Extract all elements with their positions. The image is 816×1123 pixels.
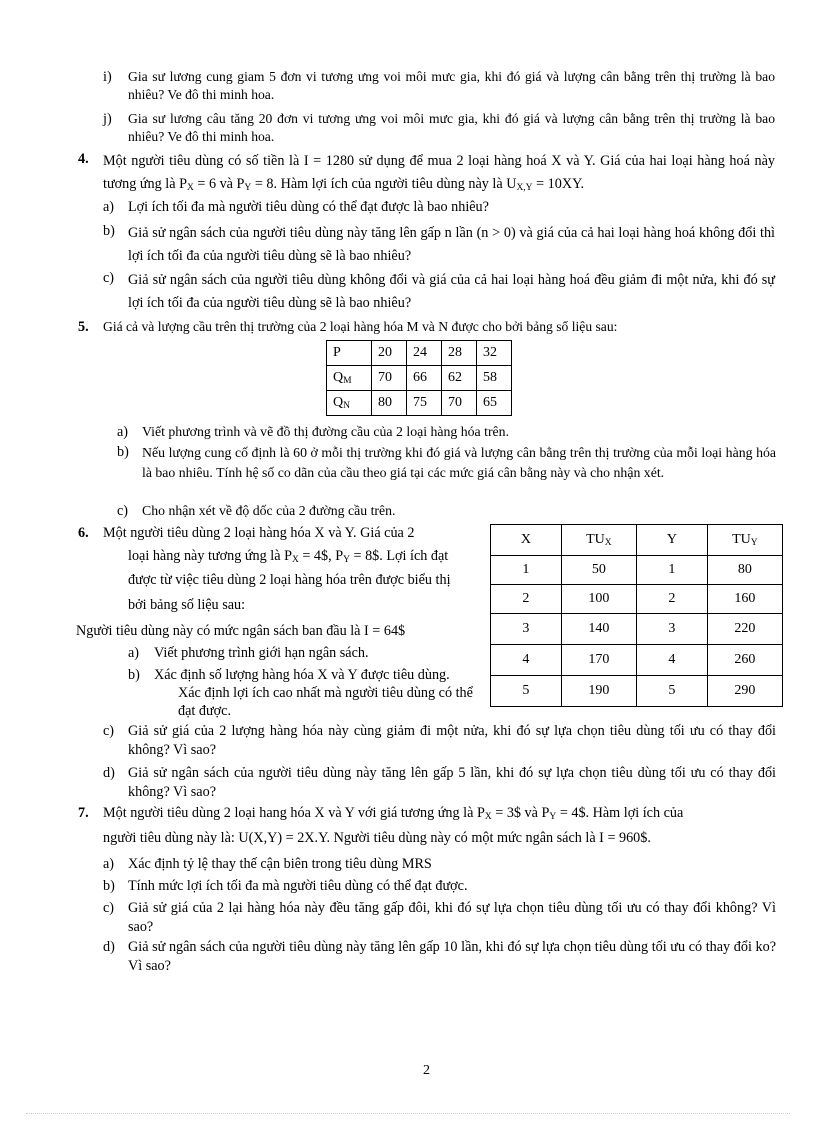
q6-a-text: Viết phương trình giới hạn ngân sách. — [154, 645, 369, 661]
q6-cell: 160 — [707, 585, 782, 614]
q5-cell: 20 — [372, 341, 407, 366]
q7-c-text: Giả sử giá của 2 lại hàng hóa này đều tăng gấp đôi, khi đó sự lựa chọn tiêu dùng tối ưu có thay đổi không? Vì sao? — [128, 900, 776, 935]
q6-b-label: b) — [128, 667, 140, 683]
q5-cell: 70 — [372, 366, 407, 391]
q6-b-text-3: đạt được. — [178, 703, 232, 719]
q6-number: 6. — [78, 525, 89, 541]
q3-i-text: Gia sư lương cung giam 5 đơn vi tương ưng voi môi mưc gia, khi đó giá và lượng cân bằng trên thị trường là bao nhiêu? Ve đô thi minh hoa. — [128, 69, 775, 103]
q6-cell: 4 — [491, 645, 562, 676]
q3-i-label: i) — [103, 69, 112, 85]
q6-line-5: Người tiêu dùng này có mức ngân sách ban đầu là I = 64$ — [76, 623, 406, 639]
q6-line-4: bởi bảng số liệu sau: — [128, 597, 246, 613]
q6-header-x: X — [491, 525, 562, 556]
q6-utility-table — [490, 524, 783, 707]
q5-cell: $Q_N$ — [327, 391, 372, 416]
q3-j-label: j) — [103, 111, 112, 127]
q6-header-y: Y — [636, 525, 707, 556]
q6-b-text-2: Xác định lợi ích cao nhất mà người tiêu dùng có thể — [178, 685, 473, 701]
q5-c-label: c) — [117, 503, 129, 519]
q6-cell: 2 — [636, 585, 707, 614]
q6-cell: 2 — [491, 585, 562, 614]
q6-cell: 190 — [561, 676, 636, 707]
q4-c-text: Giả sử ngân sách của người tiêu dùng không đổi và giá của cả hai loại hàng hoá đều giảm đi một nửa, khi đó sự lợi ích tối đa của người tiêu dùng sẽ là bao nhiêu? — [128, 272, 775, 311]
q5-cell: 75 — [407, 391, 442, 416]
q6-line-3: được từ việc tiêu dùng 2 loại hàng hóa trên được biểu thị — [128, 572, 451, 588]
q5-cell: 66 — [407, 366, 442, 391]
q6-cell: 80 — [707, 556, 782, 585]
q6-line-1: Một người tiêu dùng 2 loại hàng hóa X và Y. Giá của 2 — [103, 525, 415, 541]
q6-c-label: c) — [103, 723, 115, 739]
q5-a-text: Viết phương trình và vẽ đồ thị đường cầu của 2 loại hàng hóa trên. — [142, 424, 510, 439]
q4-a-text: Lợi ích tối đa mà người tiêu dùng có thể đạt được là bao nhiêu? — [128, 199, 489, 215]
q6-cell: 260 — [707, 645, 782, 676]
q6-header-tux: $TU_X$ — [561, 525, 636, 556]
q5-cell: 62 — [442, 366, 477, 391]
q6-cell: 4 — [636, 645, 707, 676]
q4-number: 4. — [78, 151, 89, 167]
q6-cell: 290 — [707, 676, 782, 707]
q5-cell: 80 — [372, 391, 407, 416]
q6-cell: 3 — [636, 614, 707, 645]
q5-b-text: Nếu lượng cung cố định là 60 ở mỗi thị trường khi đó giá và lượng cân bằng trên thị trường của mỗi loại hàng hóa là bao nhiêu. Tính hệ số co dãn của cầu theo giá tại các mức giá cân bằng này và cho nhận xét. — [142, 445, 776, 480]
q5-cell: 58 — [477, 366, 512, 391]
q5-number: 5. — [78, 319, 89, 335]
q7-d-label: d) — [103, 939, 115, 955]
page-footer-rule — [26, 1113, 790, 1114]
q7-d-text: Giả sử ngân sách của người tiêu dùng này tăng lên gấp 10 lần, khi đó sự lựa chọn tiêu dùng tối ưu có thay đổi ko? Vì sao? — [128, 939, 776, 974]
q7-line-2: người tiêu dùng này là: U(X,Y) = 2X.Y. Người tiêu dùng này có một mức ngân sách là I = 960$. — [103, 830, 651, 846]
q4-c-label: c) — [103, 270, 115, 286]
q5-cell: 32 — [477, 341, 512, 366]
q5-cell: 28 — [442, 341, 477, 366]
q6-cell: 5 — [636, 676, 707, 707]
q5-c-text: Cho nhận xét về độ dốc của 2 đường cầu trên. — [142, 503, 396, 518]
page-number: 2 — [423, 1063, 430, 1078]
q4-b-label: b) — [103, 223, 115, 239]
q7-line-1: Một người tiêu dùng 2 loại hang hóa X và Y với giá tương ứng là $P_X$ = 3$ và $P_Y$ = 4$. Hàm lợi ích của — [103, 805, 684, 822]
q4-statement: Một người tiêu dùng có số tiền là I = 1280 sử dụng để mua 2 loại hàng hoá X và Y. Giá của hai loại hàng hoá này tương ứng là $P_X = 6$ và $P_Y = 8$. Hàm lợi ích của người tiêu dùng này là $U_{X,Y} = 10XY$. — [103, 153, 775, 193]
q3-j-text: Gia sư lương câu tăng 20 đơn vi tương ưng voi môi mưc gia, khi đó giá và lượng cân bằng trên thị trường là bao nhiêu? Ve đô thi minh hoa. — [128, 111, 775, 145]
q6-header-tuy: $TU_Y$ — [707, 525, 782, 556]
q6-a-label: a) — [128, 645, 140, 661]
q5-b-label: b) — [117, 444, 129, 460]
q6-cell: 100 — [561, 585, 636, 614]
q6-d-text: Giả sử ngân sách của người tiêu dùng này tăng lên gấp 5 lần, khi đó sự lựa chọn tiêu dùng tối ưu có thay đổi không? Vì sao? — [128, 765, 776, 800]
q6-cell: 50 — [561, 556, 636, 585]
q7-number: 7. — [78, 805, 89, 821]
q5-demand-table — [326, 340, 512, 416]
q6-cell: 3 — [491, 614, 562, 645]
q7-a-label: a) — [103, 856, 115, 872]
q7-c-label: c) — [103, 900, 115, 916]
q6-cell: 220 — [707, 614, 782, 645]
q6-cell: 1 — [491, 556, 562, 585]
q5-cell: P — [327, 341, 372, 366]
q6-d-label: d) — [103, 765, 115, 781]
q7-a-text: Xác định tỷ lệ thay thế cận biên trong tiêu dùng MRS — [128, 856, 432, 872]
q6-cell: 5 — [491, 676, 562, 707]
q6-cell: 1 — [636, 556, 707, 585]
q4-a-label: a) — [103, 199, 115, 215]
q7-b-text: Tính mức lợi ích tối đa mà người tiêu dùng có thể đạt được. — [128, 878, 468, 894]
q5-a-label: a) — [117, 424, 129, 440]
q6-b-text-1: Xác định số lượng hàng hóa X và Y được tiêu dùng. — [154, 667, 450, 683]
q6-c-text: Giả sử giá của 2 lượng hàng hóa này cùng giảm đi một nửa, khi đó sự lựa chọn tiêu dùng tối ưu có thay đổi không? Vì sao? — [128, 723, 776, 758]
q5-cell: 24 — [407, 341, 442, 366]
q6-cell: 140 — [561, 614, 636, 645]
q5-cell: $Q_M$ — [327, 366, 372, 391]
q5-cell: 65 — [477, 391, 512, 416]
q5-cell: 70 — [442, 391, 477, 416]
q6-line-2: loại hàng này tương ứng là $P_X$ = 4$, $P_Y$ = 8$. Lợi ích đạt — [128, 548, 449, 565]
q4-b-text: Giả sử ngân sách của người tiêu dùng này tăng lên gấp n lần (n > 0) và giá của cả hai loại hàng hoá không đổi thì lợi ích tối đa của người tiêu dùng sẽ là bao nhiêu? — [128, 225, 775, 264]
q7-b-label: b) — [103, 878, 115, 894]
q5-statement: Giá cả và lượng cầu trên thị trường của 2 loại hàng hóa M và N được cho bởi bảng số liệu sau: — [103, 319, 618, 334]
q6-cell: 170 — [561, 645, 636, 676]
